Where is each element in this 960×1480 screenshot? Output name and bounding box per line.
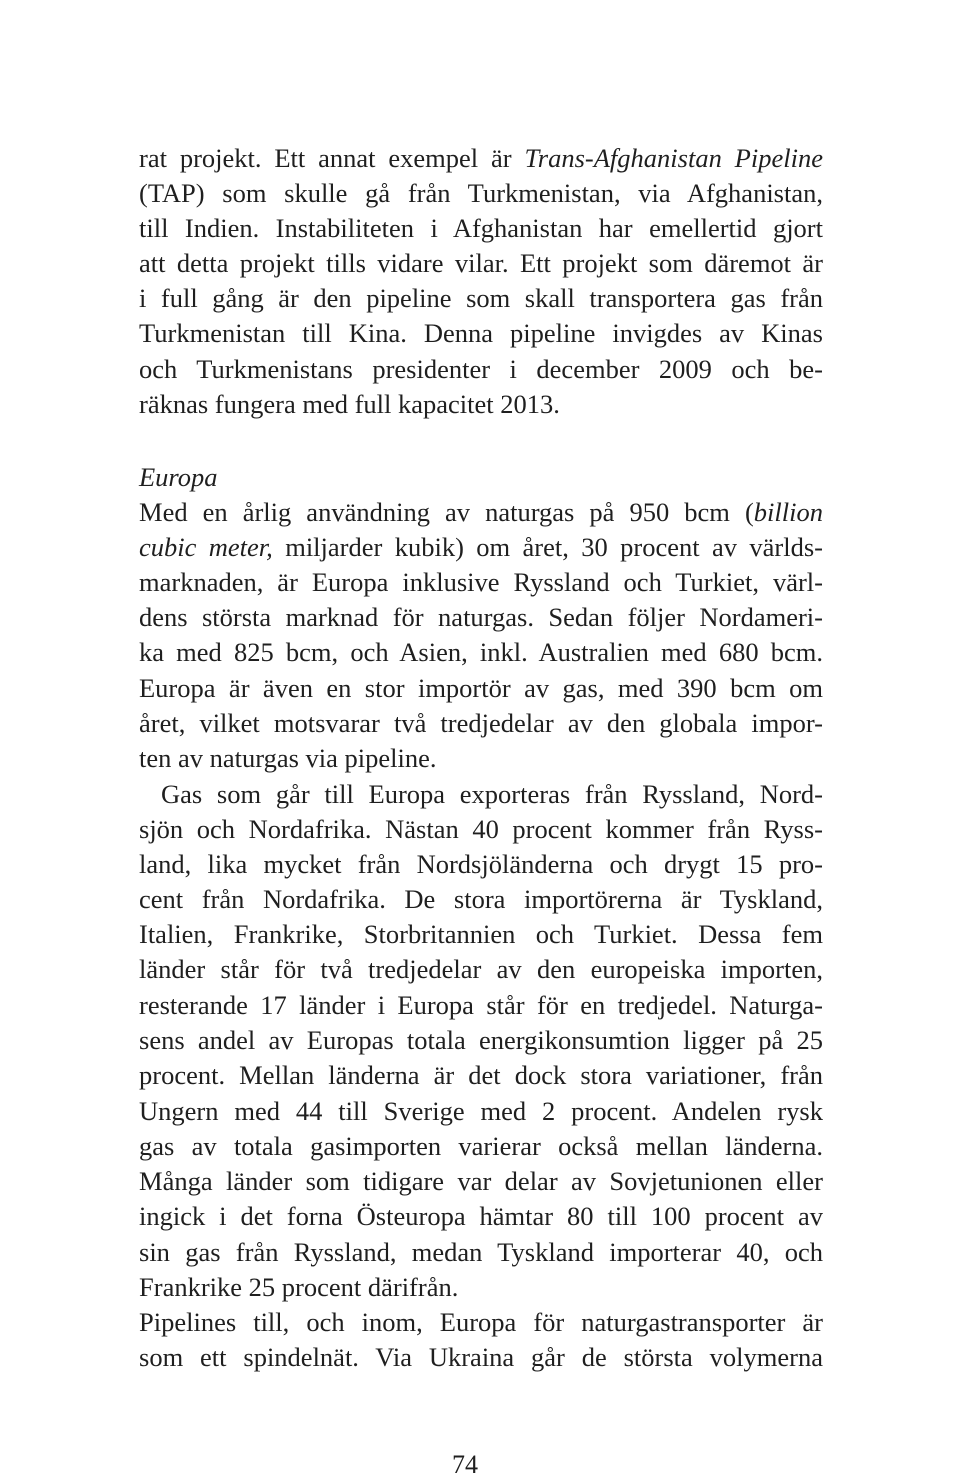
text-line: Europa är även en stor importör av gas, med 390 bcm om — [139, 673, 823, 703]
text-line: cent från Nordafrika. De stora importörerna är Tyskland, — [139, 884, 823, 914]
text-line: som ett spindelnät. Via Ukraina går de största volymerna — [139, 1342, 823, 1372]
italic-title: Trans-Afghanistan Pipeline — [524, 143, 823, 173]
text-line — [139, 495, 823, 530]
text-line — [139, 530, 823, 565]
text-span: Med en årlig användning av naturgas på 950 bcm ( — [139, 497, 754, 527]
text-line: ingick i det forna Östeuropa hämtar 80 till 100 procent av — [139, 1201, 823, 1231]
text-line: procent. Mellan länderna är det dock stora variationer, från — [139, 1060, 823, 1090]
text-line: land, lika mycket från Nordsjöländerna och drygt 15 pro- — [139, 849, 823, 879]
text-line: (TAP) som skulle gå från Turkmenistan, via Afghanistan, — [139, 178, 823, 208]
text-line: Italien, Frankrike, Storbritannien och Turkiet. Dessa fem — [139, 919, 823, 949]
section-heading: Europa — [139, 462, 218, 492]
text-span: miljarder kubik) om året, 30 procent av världs- — [272, 532, 823, 562]
text-line: sin gas från Ryssland, medan Tyskland importerar 40, och — [139, 1237, 823, 1267]
text-line: länder står för två tredjedelar av den europeiska importen, — [139, 954, 823, 984]
text-span: rat projekt. Ett annat exempel är — [139, 143, 512, 173]
text-line: till Indien. Instabiliteten i Afghanistan har emellertid gjort — [139, 213, 823, 243]
italic-term: cubic meter, — [139, 532, 273, 562]
text-line: Turkmenistan till Kina. Denna pipeline invigdes av Kinas — [139, 318, 823, 348]
text-line: marknaden, är Europa inklusive Ryssland och Turkiet, värl- — [139, 567, 823, 597]
text-line: sjön och Nordafrika. Nästan 40 procent kommer från Ryss- — [139, 814, 823, 844]
text-line: Pipelines till, och inom, Europa för naturgastransporter är — [139, 1307, 823, 1337]
text-line: att detta projekt tills vidare vilar. Ett projekt som däremot är — [139, 248, 823, 278]
text-line: året, vilket motsvarar två tredjedelar av den globala impor- — [139, 708, 823, 738]
text-line: Frankrike 25 procent därifrån. — [139, 1272, 459, 1302]
text-line: dens största marknad för naturgas. Sedan följer Nordameri- — [139, 602, 823, 632]
text-line: i full gång är den pipeline som skall transportera gas från — [139, 283, 823, 313]
text-line: Ungern med 44 till Sverige med 2 procent. Andelen rysk — [139, 1096, 823, 1126]
page-number: 74 — [452, 1450, 478, 1479]
text-line: ka med 825 bcm, och Asien, inkl. Australien med 680 bcm. — [139, 637, 823, 667]
text-line: Många länder som tidigare var delar av Sovjetunionen eller — [139, 1166, 823, 1196]
text-line: sens andel av Europas totala energikonsumtion ligger på 25 — [139, 1025, 823, 1055]
italic-term: billion — [753, 497, 823, 527]
text-line: ten av naturgas via pipeline. — [139, 743, 437, 773]
text-line — [139, 141, 823, 176]
text-line: Gas som går till Europa exporteras från Ryssland, Nord- — [161, 779, 823, 809]
text-line: och Turkmenistans presidenter i december 2009 och be- — [139, 354, 823, 384]
text-line: gas av totala gasimporten varierar också mellan länderna. — [139, 1131, 823, 1161]
text-line: räknas fungera med full kapacitet 2013. — [139, 389, 560, 419]
text-line: resterande 17 länder i Europa står för en tredjedel. Naturga- — [139, 990, 823, 1020]
